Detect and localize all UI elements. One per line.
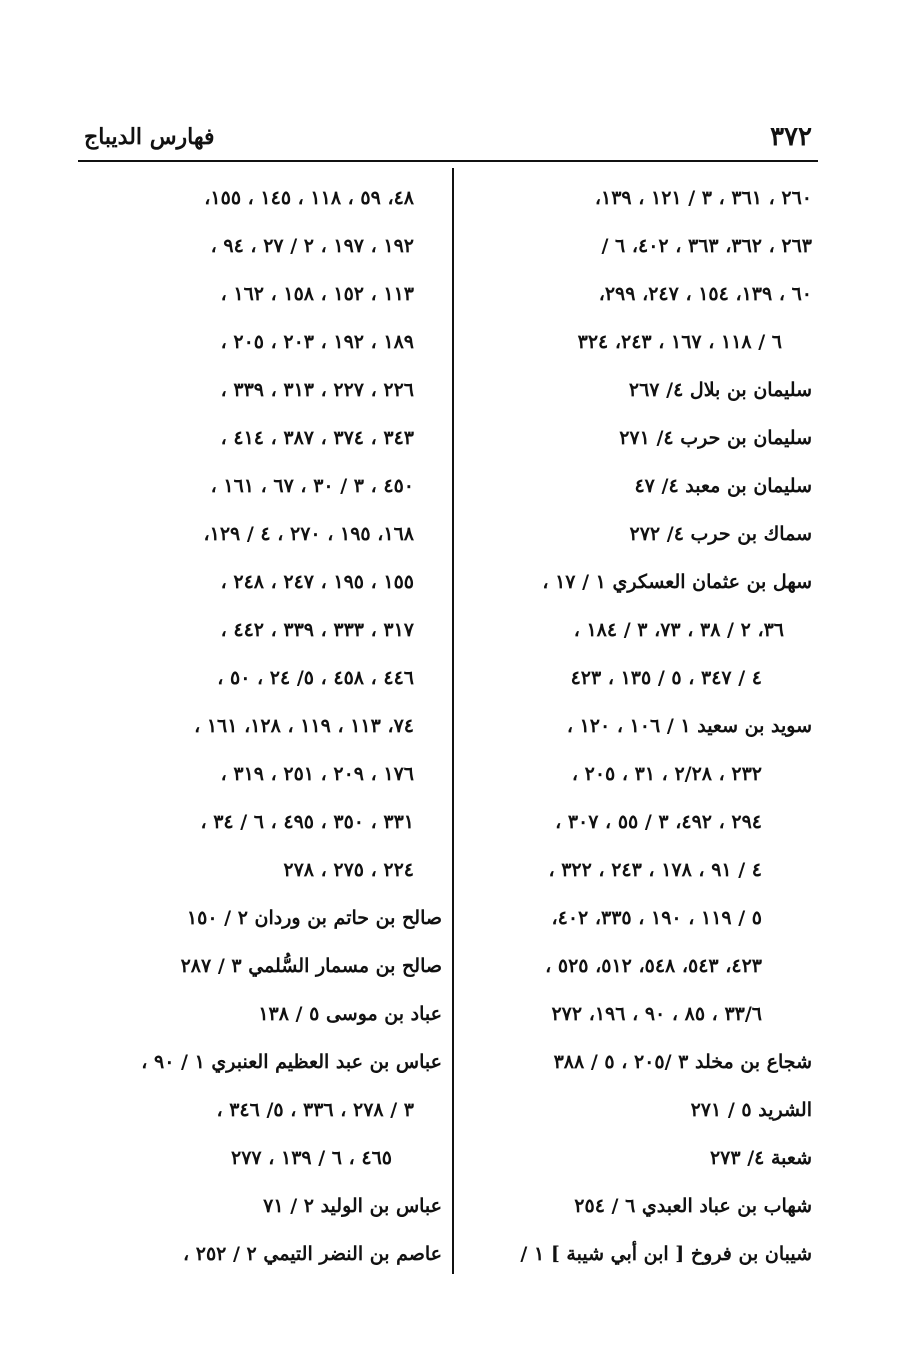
- index-line: ١٩٢ ، ١٩٧ ، ٢ / ٢٧ ، ٩٤ ،: [210, 235, 414, 257]
- running-title: فهارس الديباج: [84, 124, 215, 150]
- page-header: [78, 118, 818, 158]
- index-entry: عاصم بن النضر التيمي ٢ / ٢٥٢ ،: [183, 1243, 442, 1265]
- index-line: ٣٣/٦ ، ٨٥ ، ٩٠ ، ١٩٦، ٢٧٢: [551, 1003, 762, 1025]
- index-line: ٣٤٣ ، ٣٧٤ ، ٣٨٧ ، ٤١٤ ،: [220, 427, 414, 449]
- index-entry: سليمان بن حرب ٤/ ٢٧١: [619, 427, 812, 449]
- index-column-left: [96, 174, 442, 1264]
- index-entry: سهل بن عثمان العسكري ١ / ١٧ ،: [542, 571, 812, 593]
- index-line: ٤ / ٣٤٧ ، ٥ / ١٣٥ ، ٤٢٣: [570, 667, 762, 689]
- index-line: ٤٨، ٥٩ ، ١١٨ ، ١٤٥ ، ١٥٥،: [204, 187, 414, 209]
- index-entry: شيبان بن فروخ [ ابن أبي شيبة ] ١ /: [520, 1243, 812, 1265]
- index-entry: شعبة ٤/ ٢٧٣: [709, 1147, 812, 1169]
- index-entry: صالح بن حاتم بن وردان ٢ / ١٥٠: [186, 907, 442, 929]
- index-entry: سويد بن سعيد ١ / ١٠٦ ، ١٢٠ ،: [566, 715, 812, 737]
- index-entry: عباس بن الوليد ٢ / ٧١: [263, 1195, 442, 1217]
- index-entry: عباس بن عبد العظيم العنبري ١ / ٩٠ ،: [141, 1051, 442, 1073]
- index-line: ٤٦٥ ، ٦ / ١٣٩ ، ٢٧٧: [230, 1147, 392, 1169]
- index-line: ٧٤، ١١٣ ، ١١٩ ، ١٢٨، ١٦١ ،: [194, 715, 414, 737]
- index-line: ٢٢٦ ، ٢٢٧ ، ٣١٣ ، ٣٣٩ ،: [220, 379, 414, 401]
- index-line: ٣١٧ ، ٣٣٣ ، ٣٣٩ ، ٤٤٢ ،: [220, 619, 414, 641]
- index-line: ١٥٥ ، ١٩٥ ، ٢٤٧ ، ٢٤٨ ،: [220, 571, 414, 593]
- index-entry: سماك بن حرب ٤/ ٢٧٢: [629, 523, 812, 545]
- index-line: ٤ / ٩١ ، ١٧٨ ، ٢٤٣ ، ٣٢٢ ،: [548, 859, 762, 881]
- index-entry: صالح بن مسمار السُّلمي ٣ / ٢٨٧: [180, 955, 442, 977]
- index-line: ٤٤٦ ، ٤٥٨ ، ٥/ ٢٤ ، ٥٠ ،: [217, 667, 414, 689]
- index-line: ٣٣١ ، ٣٥٠ ، ٤٩٥ ، ٦ / ٣٤ ،: [200, 811, 414, 833]
- index-line: ٦ / ١١٨ ، ١٦٧ ، ٢٤٣، ٣٢٤: [577, 331, 782, 353]
- index-entry: سليمان بن معبد ٤/ ٤٧: [634, 475, 812, 497]
- header-rule: [78, 160, 818, 162]
- page-number: ٣٧٢: [770, 122, 812, 152]
- index-line: ١٧٦ ، ٢٠٩ ، ٢٥١ ، ٣١٩ ،: [220, 763, 414, 785]
- index-entry: عباد بن موسى ٥ / ١٣٨: [258, 1003, 442, 1025]
- index-entry: شجاع بن مخلد ٣ /٢٠٥ ، ٥ / ٣٨٨: [553, 1051, 812, 1073]
- index-line: ١٦٨، ١٩٥ ، ٢٧٠ ، ٤ / ١٢٩،: [203, 523, 414, 545]
- index-line: ٢٦٠ ، ٣٦١ ، ٣ / ١٢١ ، ١٣٩،: [594, 187, 812, 209]
- index-column-right: [470, 174, 812, 1264]
- index-line: ٥ / ١١٩ ، ١٩٠ ، ٣٣٥، ٤٠٢،: [551, 907, 762, 929]
- index-line: ٣ / ٢٧٨ ، ٣٣٦ ، ٥/ ٣٤٦ ،: [216, 1099, 414, 1121]
- index-line: ٤٥٠ ، ٣ / ٣٠ ، ٦٧ ، ١٦١ ،: [210, 475, 414, 497]
- index-line: ٢٦٣ ، ٣٦٢، ٣٦٣ ، ٤٠٢، ٦ /: [601, 235, 812, 257]
- index-entry: الشريد ٥ / ٢٧١: [690, 1099, 812, 1121]
- index-entry: شهاب بن عباد العبدي ٦ / ٢٥٤: [574, 1195, 812, 1217]
- column-divider: [452, 168, 454, 1274]
- index-line: ٢٩٤ ، ٤٩٢، ٣ / ٥٥ ، ٣٠٧ ،: [555, 811, 762, 833]
- index-line: ٣٦، ٢ / ٣٨ ، ٧٣، ٣ / ١٨٤ ،: [573, 619, 784, 641]
- index-line: ٤٢٣، ٥٤٣، ٥٤٨، ٥١٢، ٥٢٥ ،: [545, 955, 762, 977]
- index-line: ٦٠ ، ١٣٩، ١٥٤ ، ٢٤٧، ٢٩٩،: [598, 283, 812, 305]
- index-line: ١١٣ ، ١٥٢ ، ١٥٨ ، ١٦٢ ،: [220, 283, 414, 305]
- index-line: ١٨٩ ، ١٩٢ ، ٢٠٣ ، ٢٠٥ ،: [220, 331, 414, 353]
- index-entry: سليمان بن بلال ٤/ ٢٦٧: [628, 379, 812, 401]
- index-line: ٢٣٢ ، ٢/٢٨ ، ٣١ ، ٢٠٥ ،: [571, 763, 762, 785]
- index-line: ٢٢٤ ، ٢٧٥ ، ٢٧٨: [283, 859, 414, 881]
